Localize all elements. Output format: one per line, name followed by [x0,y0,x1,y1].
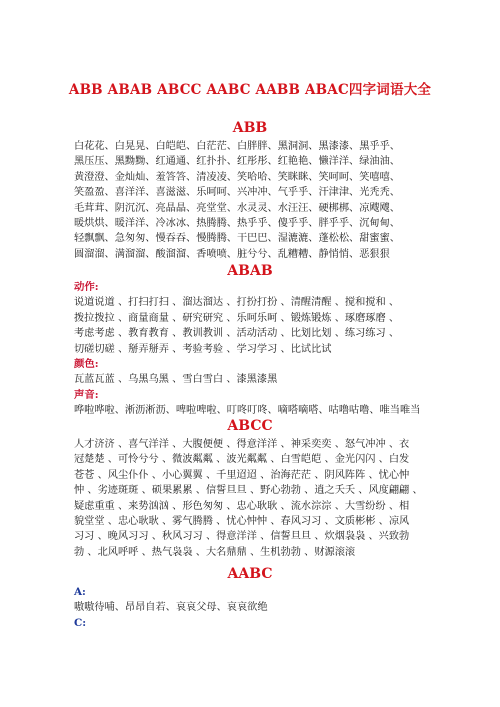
abcc-line: 人才济济 、喜气洋洋 、大腹便便 、得意洋洋 、神采奕奕 、怒气冲冲 、衣 [74,439,410,450]
aabc-line: 嗷嗷待哺、昂昂自若、哀哀父母、哀哀欲绝 [74,602,268,614]
abb-line: 圆溜溜、满溜溜、酸溜溜、香喷喷、脏兮兮、乱糟糟、静悄悄、恶狠狠 [74,248,390,260]
abcc-line: 勃 、北风呼呼 、热气袅袅 、大名鼎鼎 、生机勃勃 、财源滚滚 [74,546,356,558]
abab-line: 哗啦哗啦、淅沥淅沥、啤啦啤啦、叮咚叮咚、嘀嗒嘀嗒、咕噜咕噜、唯当唯当 [74,405,421,417]
section-title-abab: ABAB [227,263,273,279]
abab-line: 拨拉拨拉 、商量商量 、研究研究 、乐呵乐呵 、锻炼锻炼 、琢磨琢磨 、 [74,312,400,324]
aabc-category-a: A: [74,586,86,598]
abb-line: 轻飘飘、急匆匆、慢吞吞、慢腾腾、干巴巴、湿漉漉、蓬松松、甜蜜蜜、 [74,233,400,245]
abcc-line: 苍苍 、风尘仆仆 、小心翼翼 、千里迢迢 、治海茫茫 、阴风阵阵 、忧心忡 [74,469,410,481]
abcc-line: 忡 、劣迹斑斑 、硕果累累 、信誓旦旦 、野心勃勃 、逍之夭夭 、风度翩翩 、 [74,485,423,497]
abb-line: 暖烘烘、暖洋洋、冷冰冰、热腾腾、热乎乎、傻乎乎、胖乎乎、沉甸甸、 [74,218,400,230]
section-title-abcc: ABCC [227,418,273,434]
abb-line: 笑盈盈、喜洋洋、喜滋滋、乐呵呵、兴冲冲、气乎乎、汗津津、光秃秃、 [74,187,400,199]
abcc-line: 习习 、晚风习习 、秋风习习 、得意洋洋 、信誓旦旦 、炊烟袅袅 、兴致勃 [74,531,410,543]
abcc-line: 疑虑重重 、来势汹汹 、形色匆匆 、忠心耿耿 、流水淙淙 、大雪纷纷 、相 [74,500,410,512]
abcc-word-list [74,437,434,560]
abab-category-sound: 声音: [74,388,99,401]
abab-line: 考虑考虑 、教育教育 、教训教训 、活动活动 、比划比划 、练习练习 、 [74,328,400,340]
abab-line: 说道说道 、打扫打扫 、溜达溜达 、打扮打扮 、清醒清醒 、搅和搅和 、 [74,297,400,309]
aabc-word-list [74,585,434,631]
abcc-line: 冠楚楚 、可怜兮兮 、微波粼粼 、波光粼粼 、白雪皑皑 、金光闪闪 、白发 [74,454,410,466]
abb-line: 黑压压、黑黝黝、红通通、红扑扑、红彤彤、红艳艳、懒洋洋、绿油油、 [74,156,400,168]
abab-line: 瓦蓝瓦蓝 、乌黑乌黑 、雪白雪白 、漆黑漆黑 [74,374,278,386]
abab-category-action: 动作: [74,281,99,293]
document-title: ABB ABAB ABCC AABC AABB ABAC四字词语大全 [68,82,432,98]
abab-category-color: 颜色: [74,358,99,371]
abab-line: 切磋切磋 、掰弄掰弄 、考验考验 、学习学习 、比试比试 [74,343,332,355]
section-title-aabc: AABC [227,566,273,582]
abb-line: 毛茸茸、阴沉沉、亮晶晶、亮堂堂、水灵灵、水汪汪、硬梆梆、凉飕飕、 [74,202,400,214]
section-title-abb: ABB [232,120,268,136]
abb-word-list [74,139,434,262]
aabc-category-c: C: [74,616,87,629]
abb-line: 白花花、白晃晃、白皑皑、白茫茫、白胖胖、黑洞洞、黑漆漆、黑乎乎、 [74,141,400,152]
abab-word-list [74,280,434,419]
abb-line: 黄澄澄、金灿灿、羞答答、清凌凌、笑哈哈、笑眯眯、笑呵呵、笑嘻嘻、 [74,171,400,183]
abcc-line: 貌堂堂 、忠心耿耿 、雾气腾腾 、忧心忡忡 、春风习习 、文质彬彬 、凉风 [74,516,410,528]
